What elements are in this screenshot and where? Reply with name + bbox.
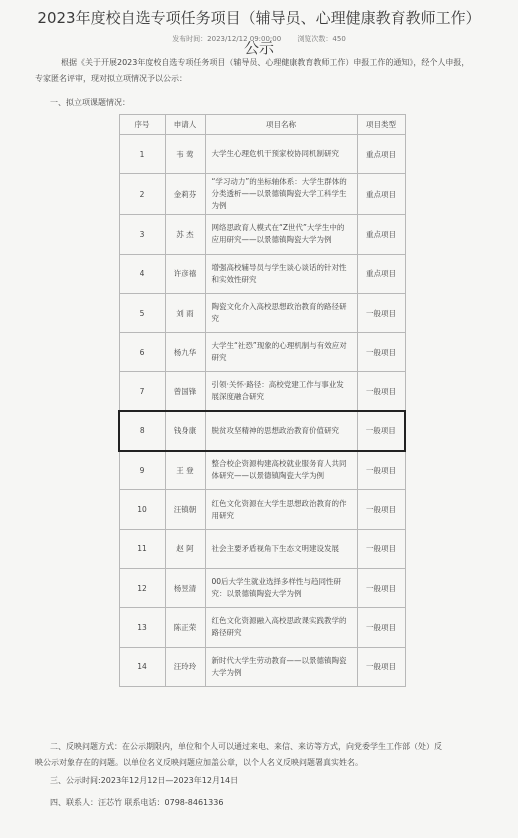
cell-applicant: 陈正荣	[165, 608, 205, 647]
cell-applicant: 曾国锋	[165, 372, 205, 411]
cell-applicant: 汪玲玲	[165, 647, 205, 686]
table-row	[119, 490, 405, 529]
cell-applicant: 钱身康	[165, 411, 205, 450]
section3-time: 三、公示时间:2023年12月12日—2023年12月14日	[50, 776, 239, 785]
cell-project: 陶瓷文化介入高校思想政治教育的路径研究	[205, 293, 357, 332]
cell-project: 大学生“社恐”现象的心理机制与有效应对研究	[205, 333, 357, 372]
table-row	[119, 647, 405, 686]
table-row	[119, 254, 405, 293]
cell-no: 1	[119, 135, 165, 174]
page-title: 2023年度校自选专项任务项目（辅导员、心理健康教育教师工作）	[37, 9, 481, 27]
table-row	[119, 529, 405, 568]
cell-type: 一般项目	[357, 490, 405, 529]
cell-no: 9	[119, 451, 165, 490]
cell-project: 引领·关怀·路径：高校党建工作与事业发展深度融合研究	[205, 372, 357, 411]
cell-project: 红色文化资源在大学生思想政治教育的作用研究	[205, 490, 357, 529]
table-row	[119, 372, 405, 411]
section4-contact: 四、联系人：汪芯竹 联系电话：0798-8461336	[50, 798, 224, 807]
section2-line1: 二、反映问题方式：在公示期限内，单位和个人可以通过来电、来信、来访等方式，向党委学生工作部（处）反	[50, 742, 442, 751]
cell-no: 11	[119, 529, 165, 568]
cell-project: 脱贫攻坚精神的思想政治教育价值研究	[205, 411, 357, 450]
cell-type: 一般项目	[357, 529, 405, 568]
cell-project: 网络思政育人模式在“Z世代”大学生中的应用研究——以景德镇陶瓷大学为例	[205, 215, 357, 254]
cell-type: 一般项目	[357, 608, 405, 647]
cell-applicant: 赵 阿	[165, 529, 205, 568]
cell-applicant: 汪镇朝	[165, 490, 205, 529]
publish-time: 发布时间：2023/12/12 09:00:00	[172, 35, 282, 43]
cell-no: 7	[119, 372, 165, 411]
cell-no: 13	[119, 608, 165, 647]
cell-applicant: 韦 莺	[165, 135, 205, 174]
page-title-line2: 公示	[243, 39, 274, 57]
table-row	[119, 174, 405, 215]
cell-no: 6	[119, 333, 165, 372]
table-row	[119, 293, 405, 332]
cell-type: 一般项目	[357, 647, 405, 686]
cell-applicant: 许彦禧	[165, 254, 205, 293]
intro-line2: 专家匿名评审，现对拟立项情况予以公示：	[35, 74, 187, 83]
project-table	[118, 114, 406, 687]
cell-project: 新时代大学生劳动教育——以景德镇陶瓷大学为例	[205, 647, 357, 686]
cell-type: 一般项目	[357, 372, 405, 411]
header-no: 序号	[119, 115, 165, 135]
table-row	[119, 215, 405, 254]
cell-applicant: 杨九华	[165, 333, 205, 372]
cell-no: 4	[119, 254, 165, 293]
cell-applicant: 杨昱清	[165, 568, 205, 607]
cell-project: 社会主要矛盾视角下生态文明建设发展	[205, 529, 357, 568]
cell-project: “学习动力”的坐标轴体系：大学生群体的分类透析——以景德镇陶瓷大学工科学生为例	[205, 174, 357, 215]
cell-no: 12	[119, 568, 165, 607]
table-header-row	[119, 115, 405, 135]
view-count: 浏览次数：450	[297, 35, 346, 43]
cell-project: 大学生心理危机干预家校协同机制研究	[205, 135, 357, 174]
header-applicant: 申请人	[165, 115, 205, 135]
cell-type: 重点项目	[357, 135, 405, 174]
table-row-highlighted	[119, 411, 405, 450]
cell-no: 8	[119, 411, 165, 450]
section1-title: 一、拟立项课题情况：	[50, 98, 130, 107]
table-row	[119, 135, 405, 174]
cell-project: 00后大学生就业选择多样性与趋同性研究：以景德镇陶瓷大学为例	[205, 568, 357, 607]
header-type: 项目类型	[357, 115, 405, 135]
cell-applicant: 金莉芬	[165, 174, 205, 215]
table-row	[119, 608, 405, 647]
table-row	[119, 451, 405, 490]
intro-line1: 根据《关于开展2023年度校自选专项任务项目（辅导员、心理健康教育教师工作）申报工作的通知》，经个人申报，	[61, 58, 470, 67]
cell-no: 3	[119, 215, 165, 254]
section2-line2: 映公示对象存在的问题。以单位名义反映问题应加盖公章，以个人名义反映问题署真实姓名。	[35, 758, 363, 767]
cell-no: 10	[119, 490, 165, 529]
cell-applicant: 王 登	[165, 451, 205, 490]
cell-type: 重点项目	[357, 254, 405, 293]
cell-applicant: 苏 杰	[165, 215, 205, 254]
cell-type: 一般项目	[357, 568, 405, 607]
cell-no: 14	[119, 647, 165, 686]
cell-project: 增强高校辅导员与学生谈心谈话的针对性和实效性研究	[205, 254, 357, 293]
table-row	[119, 568, 405, 607]
header-project: 项目名称	[205, 115, 357, 135]
cell-project: 红色文化资源融入高校思政课实践教学的路径研究	[205, 608, 357, 647]
cell-no: 5	[119, 293, 165, 332]
cell-type: 一般项目	[357, 451, 405, 490]
cell-no: 2	[119, 174, 165, 215]
cell-type: 一般项目	[357, 333, 405, 372]
cell-type: 一般项目	[357, 293, 405, 332]
cell-applicant: 刘 雨	[165, 293, 205, 332]
table-row	[119, 333, 405, 372]
cell-type: 重点项目	[357, 174, 405, 215]
cell-type: 一般项目	[357, 411, 405, 450]
cell-project: 整合校企资源构建高校就业服务育人共同体研究——以景德镇陶瓷大学为例	[205, 451, 357, 490]
cell-type: 重点项目	[357, 215, 405, 254]
